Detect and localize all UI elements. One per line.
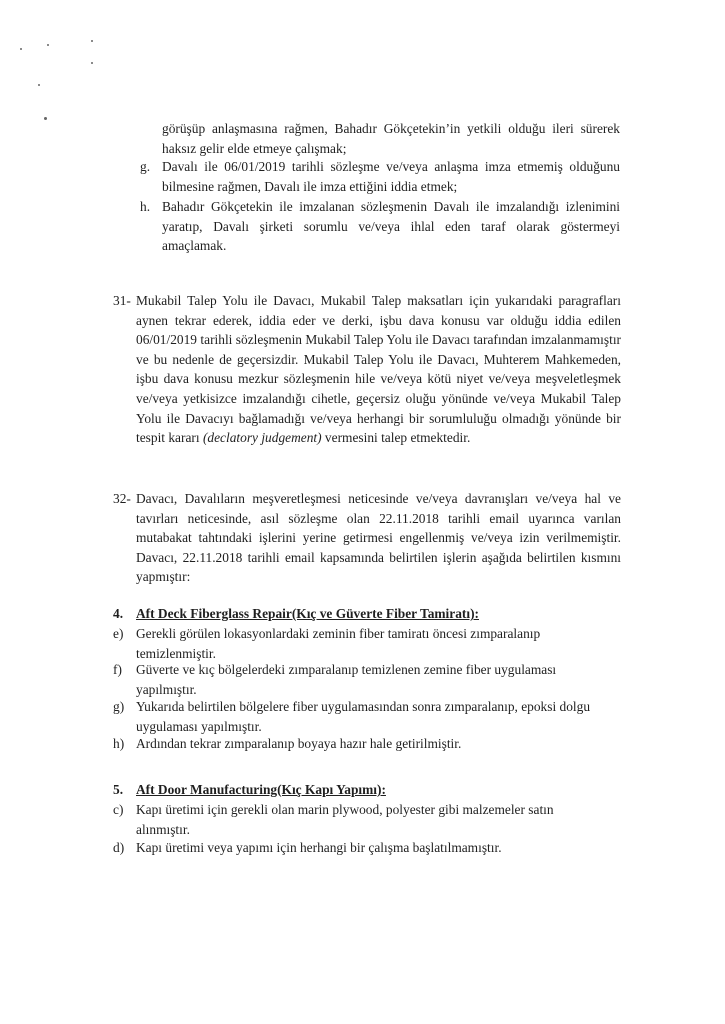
list-text: Ardından tekrar zımparalanıp boyaya hazır hale getirilmiştir. [136, 736, 462, 751]
list-text: Gerekli görülen lokasyonlardaki zeminin fiber tamiratı öncesi zımparalanıp temizlenmiştir. [136, 626, 541, 661]
scan-speck [44, 117, 47, 120]
paragraph-text: Davacı, Davalıların meşveretleşmesi neticesinde ve/veya davranışları ve/veya hal ve tavırları neticesinde, asıl sözleşme olan 22.11.2018 tarihli email uyarınca varılan mutabakat tahtındaki işlerini yerine getirmesi engellenmiş ve/veya izin verilmemiştir. Davacı, 22.11.2018 tarihli email kapsamında belirtilen işlerin aşağıda belirtilen kısmını yapmıştır: [136, 491, 621, 585]
section-4-item [113, 697, 603, 736]
section-4-item [113, 734, 603, 754]
section-4-item [113, 624, 603, 663]
paragraph-32 [113, 489, 621, 587]
paragraph-body: Mukabil Talep Yolu ile Davacı, Mukabil Talep maksatları için yukarıdaki paragrafları aynen tekrar ederek, iddia eder ve derki, işbu dava konusu var olduğu iddia edilen 06/01/2019 tarihli sözleşmenin Mukabil Talep Yolu ile Davacı tarafından imzalanmamıştır ve bu nedenle de geçersizdir. Mukabil Talep Yolu ile Davacı, Muhterem Mahkemeden, işbu dava konusu mezkur sözleşmenin hile ve/veya kötü niyet ve/veya meşveletleşmek ve/veya yetkisizce imzalandığı cihetle, geçersiz oluğu yönünde ve/veya Mukabil Talep Yolu ile Davacıyı bağlamadığı ve/veya herhangi bir sorumluluğu olmadığı yönünde bir tespit kararı [136, 293, 621, 446]
paragraph-31 [113, 291, 621, 448]
list-text: Kapı üretimi için gerekli olan marin plywood, polyester gibi malzemeler satın alınmıştır. [136, 802, 554, 837]
scan-speck [47, 44, 49, 46]
list-item-h [140, 197, 620, 256]
section-number: 5. [113, 782, 124, 797]
list-label: f) [113, 662, 122, 677]
scan-speck [91, 40, 93, 42]
scan-speck [91, 62, 93, 64]
italic-term: (declatory judgement) [202, 430, 322, 446]
list-text: Davalı ile 06/01/2019 tarihli sözleşme ve/veya anlaşma imza etmemiş olduğunu bilmesine rağmen, Davalı ile imza ettiğini iddia etmek; [162, 159, 620, 194]
list-text: Kapı üretimi veya yapımı için herhangi bir çalışma başlatılmamıştır. [136, 840, 502, 855]
list-label: c) [113, 802, 124, 817]
section-number: 4. [113, 606, 124, 621]
list-label: h. [140, 199, 151, 214]
section-title: Aft Deck Fiberglass Repair(Kıç ve Güverte Fiber Tamiratı): [136, 606, 479, 621]
list-label: h) [113, 736, 125, 751]
list-label: e) [113, 626, 124, 641]
section-4-heading [113, 604, 621, 624]
paragraph-tail: vermesini talep etmektedir. [321, 430, 471, 446]
list-label: d) [113, 840, 125, 855]
list-text: Bahadır Gökçetekin ile imzalanan sözleşmenin Davalı ile imzalandığı izlenimini yaratıp, Davalı şirketi sorumlu ve/veya ihlal eden taraf olarak göstermeyi amaçlamak. [162, 199, 620, 254]
list-text: Güverte ve kıç bölgelerdeki zımparalanıp temizlenen zemine fiber uygulaması yapılmıştır. [136, 662, 557, 697]
section-5-heading [113, 780, 621, 800]
list-label: g. [140, 159, 151, 174]
scan-speck [20, 48, 22, 50]
list-label: g) [113, 699, 125, 714]
scan-speck [38, 84, 40, 86]
section-5-item [113, 838, 603, 858]
continuation-paragraph: görüşüp anlaşmasına rağmen, Bahadır Gökçetekin’in yetkili olduğu ileri sürerek haksız gelir elde etmeye çalışmak; [162, 121, 620, 156]
section-4-item [113, 660, 603, 699]
paragraph-number: 31- [113, 293, 131, 308]
list-item-g [140, 157, 620, 196]
list-text: Yukarıda belirtilen bölgelere fiber uygulamasından sonra zımparalanıp, epoksi dolgu uygulaması yapılmıştır. [136, 699, 591, 734]
section-title: Aft Door Manufacturing(Kıç Kapı Yapımı): [136, 782, 386, 797]
paragraph-text [136, 291, 621, 448]
section-5-item [113, 800, 603, 839]
paragraph-number: 32- [113, 491, 131, 506]
